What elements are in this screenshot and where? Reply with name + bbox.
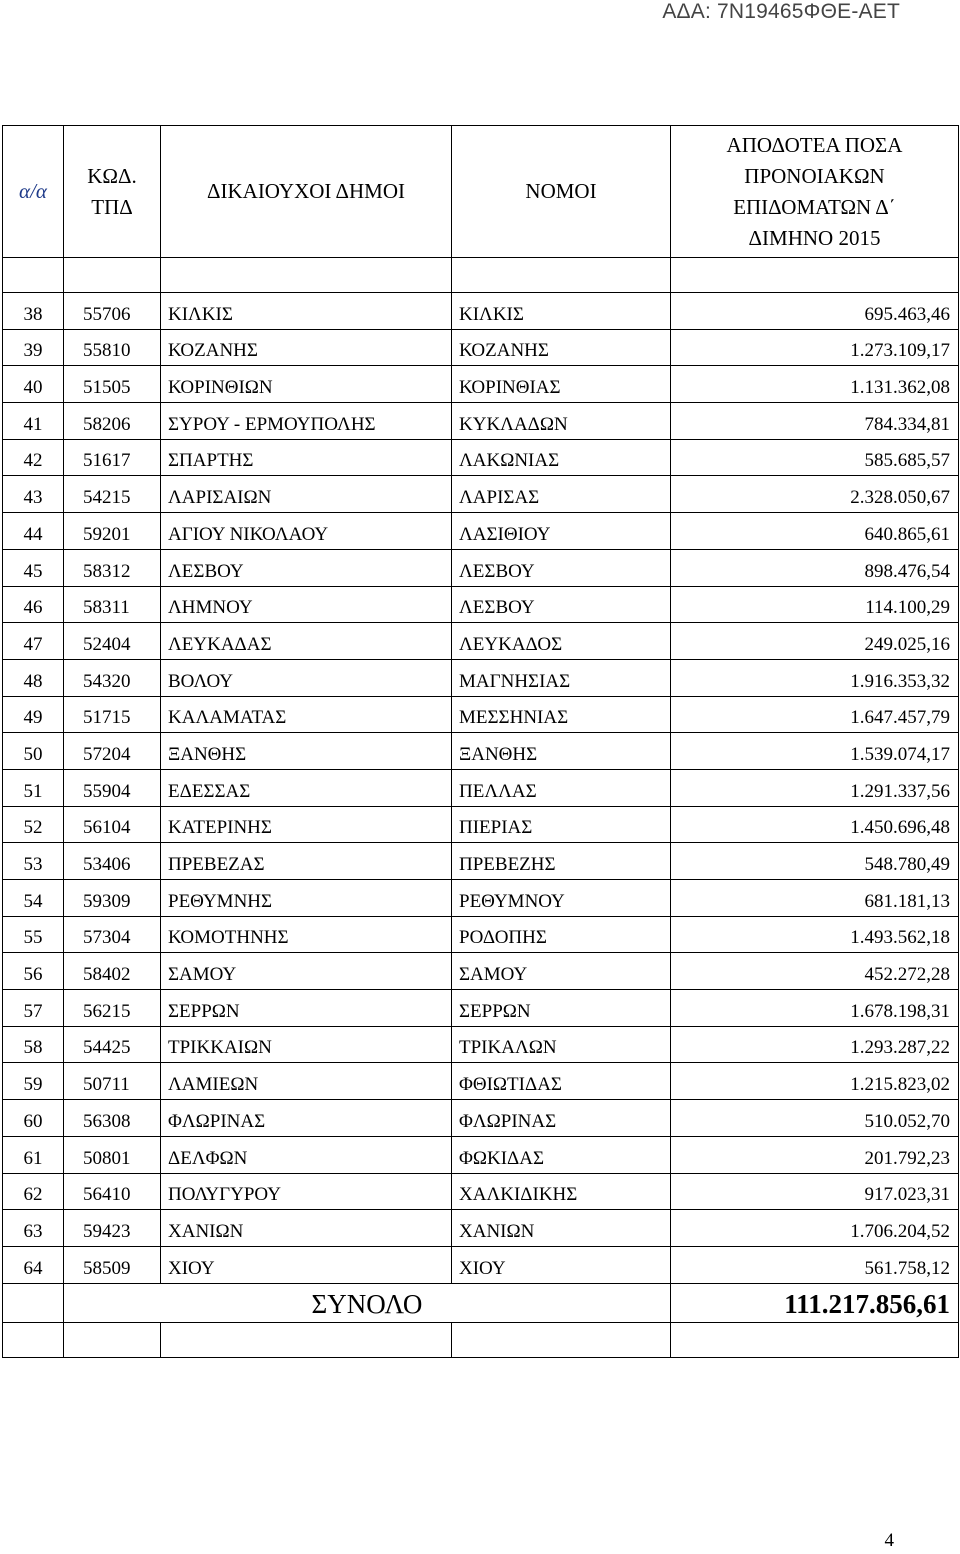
end-cell — [161, 1322, 452, 1357]
row-code: 56410 — [64, 1173, 161, 1210]
row-amount: 1.916.353,32 — [671, 659, 959, 696]
row-prefecture: ΠΙΕΡΙΑΣ — [452, 806, 671, 843]
row-prefecture: ΣΕΡΡΩΝ — [452, 990, 671, 1027]
table-row — [3, 293, 959, 330]
table-row — [3, 586, 959, 623]
row-number: 49 — [3, 696, 64, 733]
row-amount: 784.334,81 — [671, 403, 959, 440]
table-row — [3, 513, 959, 550]
table-row — [3, 659, 959, 696]
spacer-cell — [161, 258, 452, 293]
col-header-amount-line3: ΕΠΙΔΟΜΑΤΩΝ Δ΄ — [733, 194, 896, 219]
row-prefecture: ΞΑΝΘΗΣ — [452, 733, 671, 770]
row-prefecture: ΧΑΛΚΙΔΙΚΗΣ — [452, 1173, 671, 1210]
row-amount: 917.023,31 — [671, 1173, 959, 1210]
col-header-amount — [671, 126, 959, 258]
row-municipality: ΕΔΕΣΣΑΣ — [161, 769, 452, 806]
ada-code: ΑΔΑ: 7Ν19465ΦΘΕ-ΑΕΤ — [662, 0, 900, 23]
row-municipality: ΚΑΤΕΡΙΝΗΣ — [161, 806, 452, 843]
end-cell — [64, 1322, 161, 1357]
row-number: 45 — [3, 549, 64, 586]
table-row — [3, 1210, 959, 1247]
row-number: 44 — [3, 513, 64, 550]
table-row — [3, 806, 959, 843]
end-row — [3, 1322, 959, 1357]
row-number: 56 — [3, 953, 64, 990]
row-municipality: ΛΕΣΒΟΥ — [161, 549, 452, 586]
row-code: 55810 — [64, 329, 161, 366]
row-amount: 1.291.337,56 — [671, 769, 959, 806]
row-amount: 249.025,16 — [671, 623, 959, 660]
table-row — [3, 769, 959, 806]
row-number: 61 — [3, 1136, 64, 1173]
spacer-cell — [452, 258, 671, 293]
col-header-municipalities: ΔΙΚΑΙΟΥΧΟΙ ΔΗΜΟΙ — [161, 126, 452, 258]
row-prefecture: ΦΛΩΡΙΝΑΣ — [452, 1100, 671, 1137]
row-municipality: ΣΥΡΟΥ - ΕΡΜΟΥΠΟΛΗΣ — [161, 403, 452, 440]
row-amount: 1.450.696,48 — [671, 806, 959, 843]
col-header-amount-line4: ΔΙΜΗΝΟ 2015 — [748, 225, 881, 250]
row-prefecture: ΜΕΣΣΗΝΙΑΣ — [452, 696, 671, 733]
row-code: 57204 — [64, 733, 161, 770]
row-municipality: ΛΕΥΚΑΔΑΣ — [161, 623, 452, 660]
row-prefecture: ΚΟΡΙΝΘΙΑΣ — [452, 366, 671, 403]
allocation-table — [2, 125, 959, 1358]
row-prefecture: ΠΡΕΒΕΖΗΣ — [452, 843, 671, 880]
table-row — [3, 843, 959, 880]
spacer-cell — [671, 258, 959, 293]
row-municipality: ΔΕΛΦΩΝ — [161, 1136, 452, 1173]
row-municipality: ΞΑΝΘΗΣ — [161, 733, 452, 770]
row-code: 50711 — [64, 1063, 161, 1100]
table-row — [3, 880, 959, 917]
row-code: 58312 — [64, 549, 161, 586]
row-municipality: ΧΑΝΙΩΝ — [161, 1210, 452, 1247]
row-municipality: ΣΑΜΟΥ — [161, 953, 452, 990]
row-code: 54425 — [64, 1026, 161, 1063]
row-code: 56215 — [64, 990, 161, 1027]
table-row — [3, 1063, 959, 1100]
row-code: 55904 — [64, 769, 161, 806]
row-municipality: ΚΑΛΑΜΑΤΑΣ — [161, 696, 452, 733]
row-number: 48 — [3, 659, 64, 696]
row-amount: 1.678.198,31 — [671, 990, 959, 1027]
total-amount: 111.217.856,61 — [671, 1283, 959, 1322]
end-cell — [452, 1322, 671, 1357]
row-amount: 548.780,49 — [671, 843, 959, 880]
row-municipality: ΛΑΜΙΕΩΝ — [161, 1063, 452, 1100]
col-header-code-line2: ΤΠΔ — [91, 194, 133, 219]
row-number: 57 — [3, 990, 64, 1027]
row-prefecture: ΚΟΖΑΝΗΣ — [452, 329, 671, 366]
row-municipality: ΒΟΛΟΥ — [161, 659, 452, 696]
row-number: 43 — [3, 476, 64, 513]
row-prefecture: ΛΑΚΩΝΙΑΣ — [452, 439, 671, 476]
row-code: 58509 — [64, 1246, 161, 1283]
row-prefecture: ΦΘΙΩΤΙΔΑΣ — [452, 1063, 671, 1100]
row-number: 40 — [3, 366, 64, 403]
row-municipality: ΦΛΩΡΙΝΑΣ — [161, 1100, 452, 1137]
row-municipality: ΚΟΖΑΝΗΣ — [161, 329, 452, 366]
row-number: 51 — [3, 769, 64, 806]
table-row — [3, 439, 959, 476]
row-amount: 585.685,57 — [671, 439, 959, 476]
row-prefecture: ΧΙΟΥ — [452, 1246, 671, 1283]
end-cell — [3, 1322, 64, 1357]
row-code: 51617 — [64, 439, 161, 476]
row-prefecture: ΚΥΚΛΑΔΩΝ — [452, 403, 671, 440]
row-municipality: ΛΗΜΝΟΥ — [161, 586, 452, 623]
end-cell — [671, 1322, 959, 1357]
row-code: 59201 — [64, 513, 161, 550]
row-municipality: ΚΟΡΙΝΘΙΩΝ — [161, 366, 452, 403]
row-number: 60 — [3, 1100, 64, 1137]
row-code: 59423 — [64, 1210, 161, 1247]
row-amount: 695.463,46 — [671, 293, 959, 330]
table-row — [3, 403, 959, 440]
row-amount: 114.100,29 — [671, 586, 959, 623]
row-number: 55 — [3, 916, 64, 953]
row-amount: 201.792,23 — [671, 1136, 959, 1173]
row-code: 55706 — [64, 293, 161, 330]
table-row — [3, 1026, 959, 1063]
row-code: 50801 — [64, 1136, 161, 1173]
row-number: 62 — [3, 1173, 64, 1210]
row-prefecture: ΛΑΣΙΘΙΟΥ — [452, 513, 671, 550]
total-row — [3, 1283, 959, 1322]
row-code: 56308 — [64, 1100, 161, 1137]
row-code: 53406 — [64, 843, 161, 880]
row-amount: 1.647.457,79 — [671, 696, 959, 733]
table-header-row — [3, 126, 959, 258]
row-number: 52 — [3, 806, 64, 843]
row-amount: 510.052,70 — [671, 1100, 959, 1137]
col-header-code — [64, 126, 161, 258]
row-number: 38 — [3, 293, 64, 330]
row-prefecture: ΛΑΡΙΣΑΣ — [452, 476, 671, 513]
row-prefecture: ΡΟΔΟΠΗΣ — [452, 916, 671, 953]
row-prefecture: ΡΕΘΥΜΝΟΥ — [452, 880, 671, 917]
table-row — [3, 1246, 959, 1283]
table-row — [3, 1136, 959, 1173]
row-prefecture: ΧΑΝΙΩΝ — [452, 1210, 671, 1247]
row-number: 41 — [3, 403, 64, 440]
row-prefecture: ΛΕΣΒΟΥ — [452, 549, 671, 586]
table-row — [3, 1100, 959, 1137]
spacer-cell — [3, 258, 64, 293]
spacer-cell — [64, 258, 161, 293]
table-row — [3, 696, 959, 733]
row-code: 58402 — [64, 953, 161, 990]
row-prefecture: ΠΕΛΛΑΣ — [452, 769, 671, 806]
row-code: 58311 — [64, 586, 161, 623]
row-number: 42 — [3, 439, 64, 476]
row-code: 51715 — [64, 696, 161, 733]
row-amount: 561.758,12 — [671, 1246, 959, 1283]
row-municipality: ΤΡΙΚΚΑΙΩΝ — [161, 1026, 452, 1063]
row-prefecture: ΛΕΣΒΟΥ — [452, 586, 671, 623]
table-row — [3, 916, 959, 953]
table-row — [3, 476, 959, 513]
row-number: 58 — [3, 1026, 64, 1063]
row-number: 59 — [3, 1063, 64, 1100]
page-number: 4 — [884, 1530, 894, 1551]
row-prefecture: ΤΡΙΚΑΛΩΝ — [452, 1026, 671, 1063]
row-prefecture: ΜΑΓΝΗΣΙΑΣ — [452, 659, 671, 696]
row-prefecture: ΦΩΚΙΔΑΣ — [452, 1136, 671, 1173]
row-municipality: ΣΠΑΡΤΗΣ — [161, 439, 452, 476]
row-amount: 1.215.823,02 — [671, 1063, 959, 1100]
row-municipality: ΚΙΛΚΙΣ — [161, 293, 452, 330]
row-number: 63 — [3, 1210, 64, 1247]
row-municipality: ΑΓΙΟΥ ΝΙΚΟΛΑΟΥ — [161, 513, 452, 550]
row-code: 54215 — [64, 476, 161, 513]
row-amount: 640.865,61 — [671, 513, 959, 550]
col-header-aa: α/α — [3, 126, 64, 258]
row-amount: 452.272,28 — [671, 953, 959, 990]
row-code: 52404 — [64, 623, 161, 660]
row-amount: 681.181,13 — [671, 880, 959, 917]
row-code: 57304 — [64, 916, 161, 953]
table-row — [3, 549, 959, 586]
row-code: 59309 — [64, 880, 161, 917]
row-municipality: ΧΙΟΥ — [161, 1246, 452, 1283]
row-amount: 1.706.204,52 — [671, 1210, 959, 1247]
row-code: 54320 — [64, 659, 161, 696]
row-number: 54 — [3, 880, 64, 917]
row-municipality: ΚΟΜΟΤΗΝΗΣ — [161, 916, 452, 953]
col-header-amount-line1: ΑΠΟΔΟΤΕΑ ΠΟΣΑ — [726, 132, 903, 157]
total-empty-cell — [3, 1283, 64, 1322]
row-number: 64 — [3, 1246, 64, 1283]
row-prefecture: ΛΕΥΚΑΔΟΣ — [452, 623, 671, 660]
table-row — [3, 953, 959, 990]
row-amount: 1.273.109,17 — [671, 329, 959, 366]
row-municipality: ΠΡΕΒΕΖΑΣ — [161, 843, 452, 880]
row-code: 51505 — [64, 366, 161, 403]
table-row — [3, 990, 959, 1027]
row-amount: 898.476,54 — [671, 549, 959, 586]
row-number: 50 — [3, 733, 64, 770]
row-amount: 1.493.562,18 — [671, 916, 959, 953]
row-code: 56104 — [64, 806, 161, 843]
total-label: ΣΥΝΟΛΟ — [64, 1283, 671, 1322]
row-municipality: ΡΕΘΥΜΝΗΣ — [161, 880, 452, 917]
table-row — [3, 329, 959, 366]
col-header-code-line1: ΚΩΔ. — [87, 163, 137, 188]
row-number: 39 — [3, 329, 64, 366]
spacer-row — [3, 258, 959, 293]
table-row — [3, 623, 959, 660]
row-amount: 2.328.050,67 — [671, 476, 959, 513]
row-code: 58206 — [64, 403, 161, 440]
row-municipality: ΠΟΛΥΓΥΡΟΥ — [161, 1173, 452, 1210]
table-row — [3, 1173, 959, 1210]
row-number: 53 — [3, 843, 64, 880]
row-amount: 1.131.362,08 — [671, 366, 959, 403]
row-amount: 1.539.074,17 — [671, 733, 959, 770]
table-row — [3, 366, 959, 403]
row-municipality: ΣΕΡΡΩΝ — [161, 990, 452, 1027]
row-prefecture: ΚΙΛΚΙΣ — [452, 293, 671, 330]
col-header-amount-line2: ΠΡΟΝΟΙΑΚΩΝ — [744, 163, 885, 188]
row-prefecture: ΣΑΜΟΥ — [452, 953, 671, 990]
col-header-prefectures: ΝΟΜΟΙ — [452, 126, 671, 258]
row-amount: 1.293.287,22 — [671, 1026, 959, 1063]
row-municipality: ΛΑΡΙΣΑΙΩΝ — [161, 476, 452, 513]
table-row — [3, 733, 959, 770]
row-number: 47 — [3, 623, 64, 660]
row-number: 46 — [3, 586, 64, 623]
